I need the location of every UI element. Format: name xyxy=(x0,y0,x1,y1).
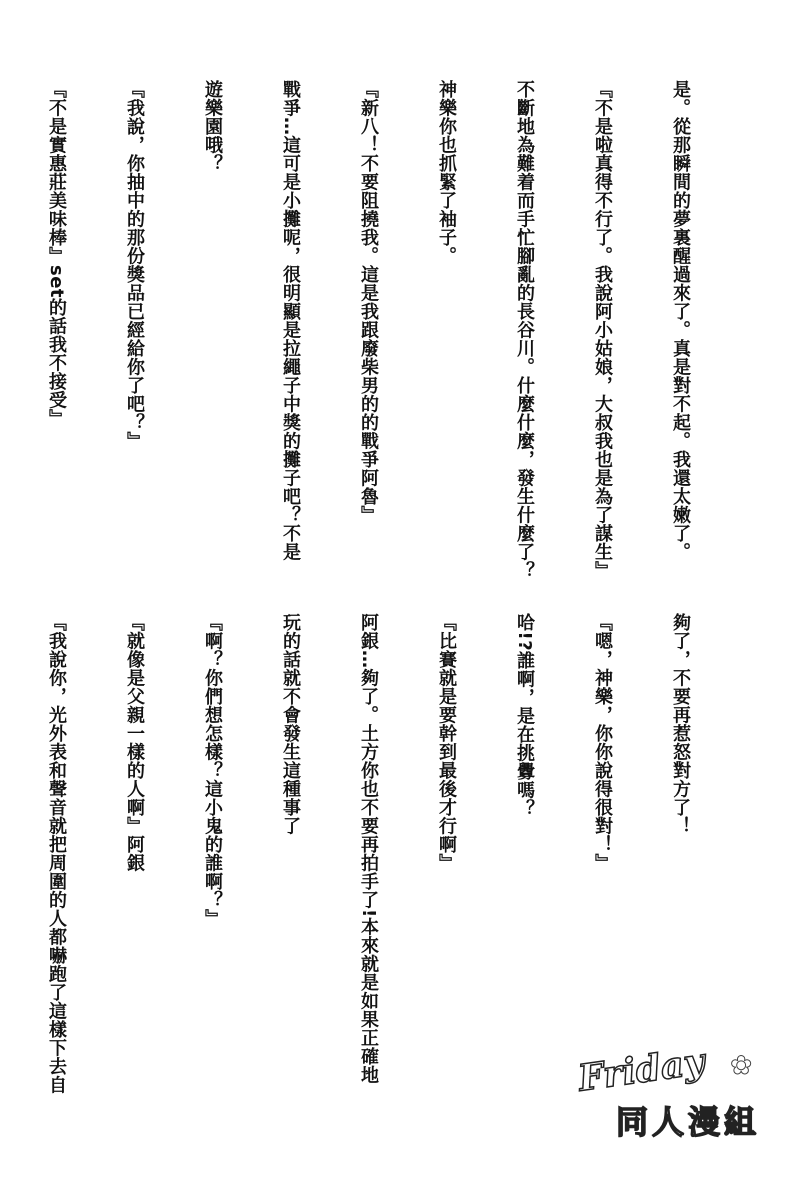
text-column: 『就像是父親一樣的人啊』阿銀 xyxy=(124,613,145,872)
text-column: 『不是啦真得不行了。我說阿小姑娘，大叔我也是為了謀生』 xyxy=(592,80,613,580)
text-column: 哈!?誰啊，是在挑釁嗎？ xyxy=(514,613,535,818)
group-watermark xyxy=(570,1040,760,1149)
watermark-english: Friday xyxy=(575,1040,708,1100)
text-column: 『我說你，光外表和聲音就把周圍的人都嚇跑了這樣下去自 xyxy=(46,613,67,1094)
text-column: 『啊？你們想怎樣？這小鬼的誰啊？』 xyxy=(202,613,223,928)
text-column: 『新八！不要阻撓我。這是我跟廢柴男的的戰爭阿魯』 xyxy=(358,80,379,524)
text-column: 『比賽就是要幹到最後才行啊』 xyxy=(436,613,457,872)
text-column: 『嗯，神樂，你你說得很對！』 xyxy=(592,613,613,872)
text-block-lower xyxy=(0,613,745,1103)
text-column: 遊樂園哦？ xyxy=(202,80,223,173)
text-column: 夠了，不要再惹怒對方了！ xyxy=(670,613,691,835)
text-column: 戰爭…這可是小攤呢，很明顯是拉繩子中獎的攤子吧？不是 xyxy=(280,80,301,561)
text-column: 阿銀…夠了。土方你也不要再拍手了!本來就是如果正確地 xyxy=(358,613,379,1085)
text-column: 是。從那瞬間的夢裏醒過來了。真是對不起。我還太嫩了。 xyxy=(670,80,691,561)
text-block-upper xyxy=(0,80,745,600)
text-column: 神樂你也抓緊了袖子。 xyxy=(436,80,457,265)
text-column: 不斷地為難着而手忙腳亂的長谷川。什麼什麼，發生什麼了？ xyxy=(514,80,535,580)
watermark-chinese: 同人漫組 xyxy=(615,1103,760,1141)
flower-icon: ✿ xyxy=(730,1051,752,1081)
text-column: 『我說，你抽中的那份獎品已經給你了吧？』 xyxy=(124,80,145,450)
text-column: 『不是實惠莊美味棒』set的話我不接受』 xyxy=(46,80,67,428)
text-column: 玩的話就不會發生這種事了 xyxy=(280,613,301,835)
